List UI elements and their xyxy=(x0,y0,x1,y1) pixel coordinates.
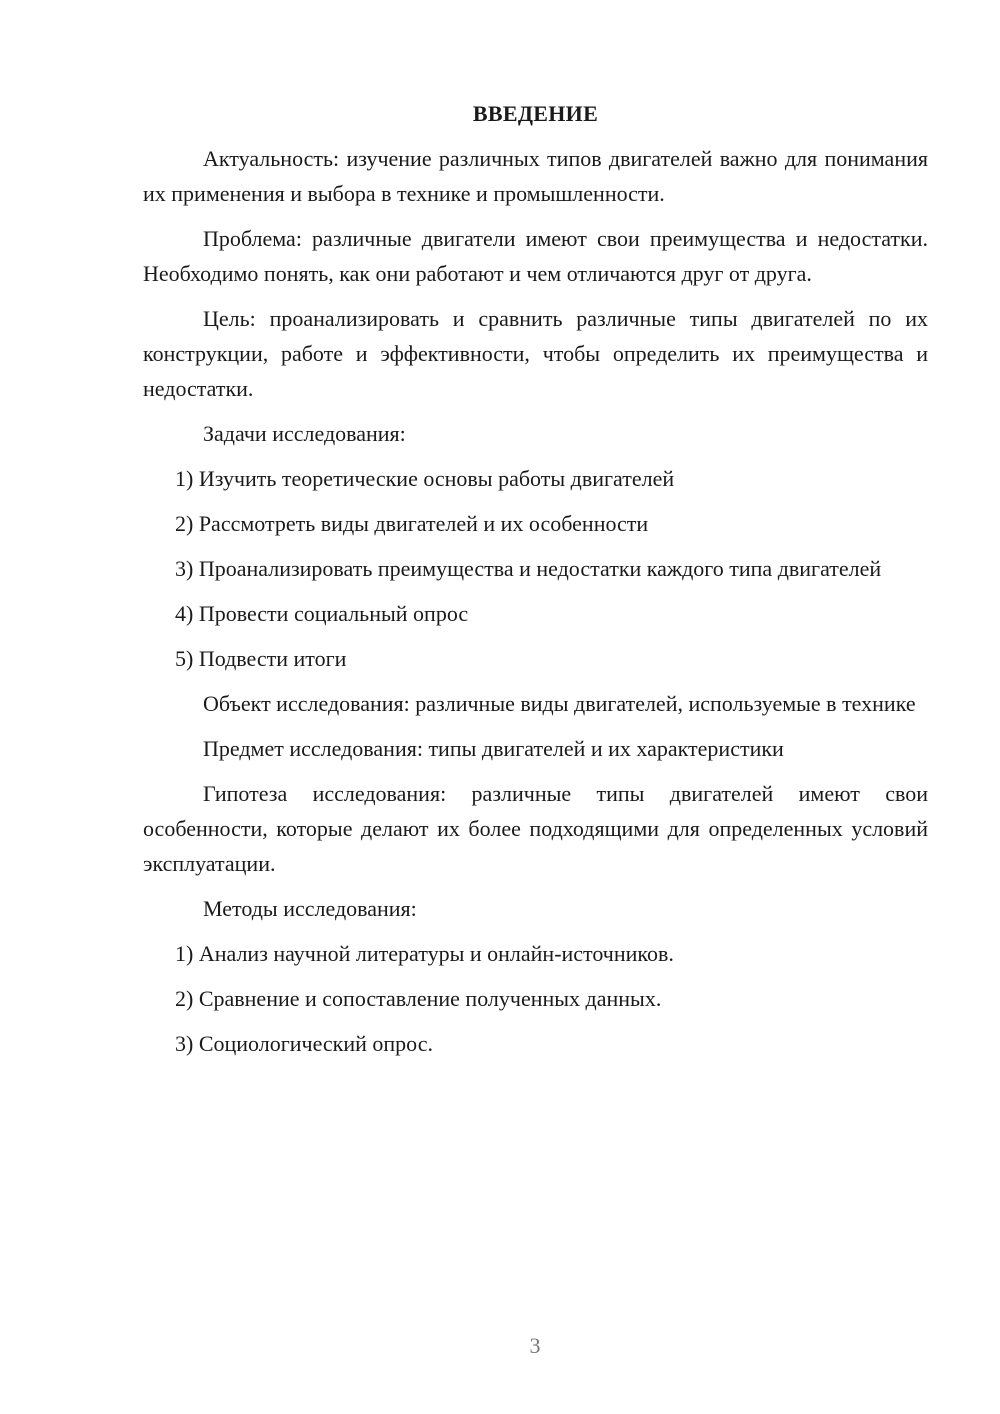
task-item: 1) Изучить теоретические основы работы двигателей xyxy=(175,466,675,491)
object-paragraph: Объект исследования: различные виды двигателей, используемые в технике xyxy=(203,691,916,716)
task-item: 2) Рассмотреть виды двигателей и их особенности xyxy=(175,511,649,536)
task-item: 3) Проанализировать преимущества и недостатки каждого типа двигателей xyxy=(175,556,882,581)
document-page xyxy=(143,96,928,1071)
page-number: 3 xyxy=(529,1333,541,1358)
task-item: 5) Подвести итоги xyxy=(175,646,347,671)
problem-paragraph: Проблема: различные двигатели имеют свои преимущества и недостатки. Необходимо понять, как они работают и чем отличаются друг от друга. xyxy=(143,226,928,286)
tasks-heading: Задачи исследования: xyxy=(203,421,406,446)
task-item: 4) Провести социальный опрос xyxy=(175,601,469,626)
methods-heading: Методы исследования: xyxy=(203,896,417,921)
document-title: ВВЕДЕНИЕ xyxy=(472,101,599,126)
hypothesis-paragraph: Гипотеза исследования: различные типы двигателей имеют свои особенности, которые делают их более подходящими для определенных условий эксплуатации. xyxy=(143,781,928,876)
method-item: 3) Социологический опрос. xyxy=(175,1031,433,1056)
method-item: 1) Анализ научной литературы и онлайн-источников. xyxy=(175,941,674,966)
method-item: 2) Сравнение и сопоставление полученных данных. xyxy=(175,986,662,1011)
goal-paragraph: Цель: проанализировать и сравнить различные типы двигателей по их конструкции, работе и эффективности, чтобы определить их преимущества и недостатки. xyxy=(143,306,928,401)
subject-paragraph: Предмет исследования: типы двигателей и их характеристики xyxy=(203,736,784,761)
relevance-paragraph: Актуальность: изучение различных типов двигателей важно для понимания их применения и выбора в технике и промышленности. xyxy=(143,146,928,206)
